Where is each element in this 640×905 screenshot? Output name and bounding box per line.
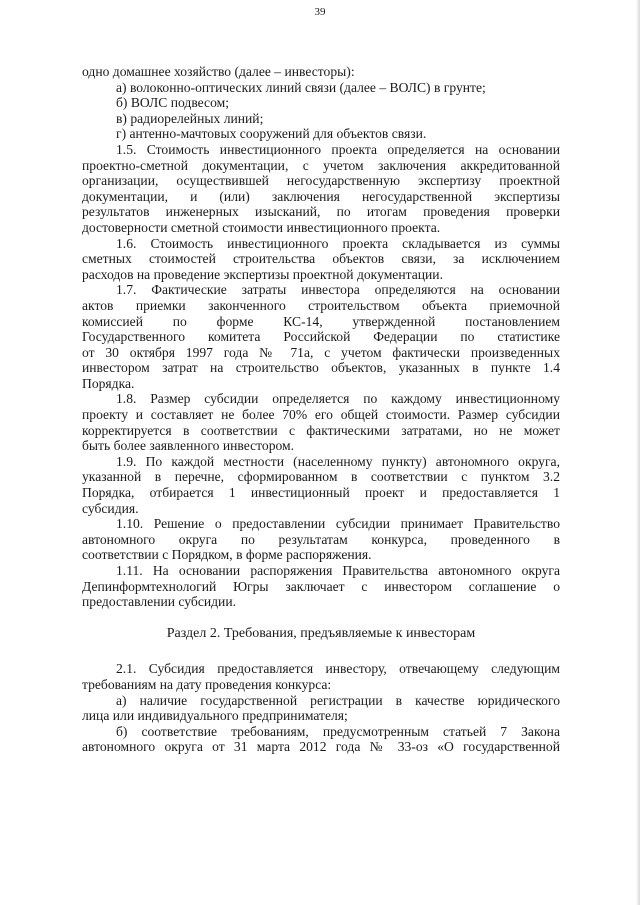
text-line: автономного округа от 31 марта 2012 года № 33-оз «О государственной [82,739,560,755]
text-line: 1.5. Стоимость инвестиционного проекта определяется на основании [116,141,560,157]
document-body [82,64,560,755]
text-line: б) соответствие требованиям, предусмотренным статьей 7 Закона [116,723,560,739]
text-line: требованиям на дату проведения конкурса: [82,676,332,692]
text-line: 1.9. По каждой местности (населенному пункту) автономного округа, [116,453,560,469]
text-line: субсидия. [82,500,139,516]
text-line: автономного округа по результатам конкурса, проведенного в [82,531,560,547]
text-line: предоставлении субсидии. [82,594,236,610]
text-line: от 30 октября 1997 года № 71а, с учетом фактически произведенных [82,344,560,360]
text-line: соответствии с Порядком, в форме распоряжения. [82,547,372,563]
text-line: 1.8. Размер субсидии определяется по каждому инвестиционному [116,391,560,407]
text-line: комиссией по форме КС-14, утвержденной постановлением [82,313,560,329]
text-block-section-1 [82,64,560,610]
text-line: а) волоконно-оптических линий связи (далее – ВОЛС) в грунте; [116,79,486,95]
text-line: г) антенно-мачтовых сооружений для объектов связи. [116,126,427,142]
text-line: Порядка. [82,375,135,391]
text-line: в) радиорелейных линий; [116,110,264,126]
scan-edge [636,0,640,905]
text-line: результатов инженерных изысканий, по итогам проведения проверки [82,204,560,220]
text-line: Государственного комитета Российской Федерации по статистике [82,329,560,345]
text-line: 1.7. Фактические затраты инвестора определяются на основании [116,282,560,298]
page-number: 39 [314,6,326,18]
text-line: Порядка, отбирается 1 инвестиционный проект и предоставляется 1 [82,485,560,501]
text-line: лица или индивидуального предпринимателя; [82,708,348,724]
text-line: достоверности сметной стоимости инвестиционного проекта. [82,219,441,235]
text-line: корректируется в соответствии с фактическими затратами, но не может [82,422,560,438]
text-line: 1.11. На основании распоряжения Правительства автономного округа [116,563,560,578]
text-line: актов приемки законченного строительством объекта приемочной [82,297,560,313]
text-line: б) ВОЛС подвесом; [116,95,229,111]
section-heading: Раздел 2. Требования, предъявляемые к инвесторам [166,625,476,641]
text-line: Депинформтехнологий Югры заключает с инвестором соглашение о [82,578,560,594]
text-line: 1.10. Решение о предоставлении субсидии принимает Правительство [116,516,560,532]
text-line: 2.1. Субсидия предоставляется инвестору, отвечающему следующим [116,661,560,677]
text-line: проекту и составляет не более 70% его общей стоимости. Размер субсидии [82,407,560,423]
text-line: организации, осуществившей негосударственную экспертизу проектной [82,173,560,189]
text-line: указанной в перечне, сформированном в соответствии с пунктом 3.2 [82,469,560,485]
text-line: документации, и (или) заключения негосударственной экспертизы [82,188,560,204]
text-line: сметных стоимостей строительства объектов связи, за исключением [82,251,560,267]
text-line: проектно-сметной документации, с учетом заключения аккредитованной [82,157,560,173]
text-block-section-2 [82,661,560,755]
text-line: одно домашнее хозяйство (далее – инвесторы): [82,64,355,79]
text-line: расходов на проведение экспертизы проектной документации. [82,266,443,282]
text-line: быть более заявленного инвестором. [82,438,295,454]
text-line: инвестором затрат на строительство объектов, указанных в пункте 1.4 [82,360,560,376]
text-line: а) наличие государственной регистрации в качестве юридического [116,692,560,708]
text-line: 1.6. Стоимость инвестиционного проекта складывается из суммы [116,235,560,251]
